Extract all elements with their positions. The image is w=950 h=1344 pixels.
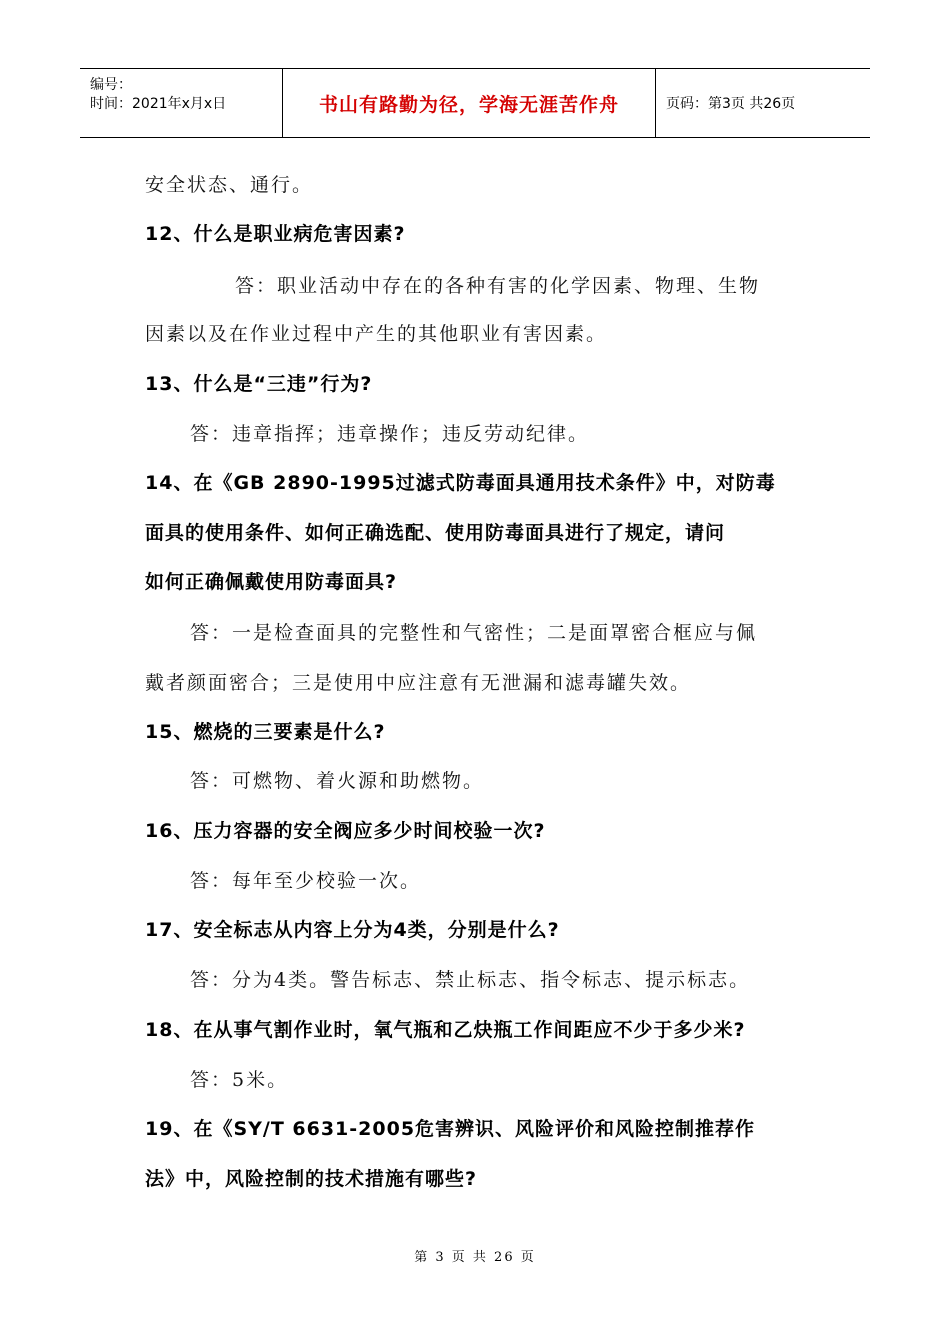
question-line: 17、安全标志从内容上分为4类，分别是什么?: [145, 919, 560, 941]
motto-text: 书山有路勤为径，学海无涯苦作舟: [318, 93, 619, 116]
answer-line: 答：职业活动中存在的各种有害的化学因素、物理、生物: [235, 275, 761, 297]
question-line: 如何正确佩戴使用防毒面具?: [145, 571, 398, 593]
answer-line: 答：分为4类。警告标志、禁止标志、指令标志、提示标志。: [190, 969, 751, 991]
answer-line: 答：每年至少校验一次。: [190, 870, 422, 892]
header-page-cell: [656, 69, 870, 137]
text-line: 安全状态、通行。: [145, 174, 314, 196]
question-line: 法》中，风险控制的技术措施有哪些?: [145, 1168, 478, 1190]
question-line: 15、燃烧的三要素是什么?: [145, 721, 386, 743]
number-label: 编号：: [90, 77, 132, 93]
question-line: 面具的使用条件、如何正确选配、使用防毒面具进行了规定，请问: [145, 522, 726, 544]
question-line: 12、什么是职业病危害因素?: [145, 223, 406, 245]
answer-line: 答：一是检查面具的完整性和气密性；二是面罩密合框应与佩: [190, 622, 758, 644]
answer-line: 因素以及在作业过程中产生的其他职业有害因素。: [145, 323, 608, 345]
answer-line: 戴者颜面密合；三是使用中应注意有无泄漏和滤毒罐失效。: [145, 672, 692, 694]
time-label: 时间：2021年x月x日: [90, 96, 227, 112]
page-code: 页码：第3页 共26页: [666, 96, 796, 112]
answer-line: 答：违章指挥；违章操作；违反劳动纪律。: [190, 423, 590, 445]
question-line: 16、压力容器的安全阀应多少时间校验一次?: [145, 820, 546, 842]
question-line: 18、在从事气割作业时，氧气瓶和乙炔瓶工作间距应不少于多少米?: [145, 1019, 746, 1041]
header-meta-cell: [80, 69, 283, 137]
header-motto-cell: [283, 69, 656, 137]
answer-line: 答：5米。: [190, 1069, 289, 1091]
document-header: [80, 68, 870, 138]
answer-line: 答：可燃物、着火源和助燃物。: [190, 770, 485, 792]
question-line: 19、在《SY/T 6631-2005危害辨识、风险评价和风险控制推荐作: [145, 1118, 756, 1140]
page-footer: 第 3 页 共 26 页: [414, 1250, 536, 1265]
question-line: 14、在《GB 2890-1995过滤式防毒面具通用技术条件》中，对防毒: [145, 472, 776, 494]
question-line: 13、什么是“三违”行为?: [145, 373, 373, 395]
